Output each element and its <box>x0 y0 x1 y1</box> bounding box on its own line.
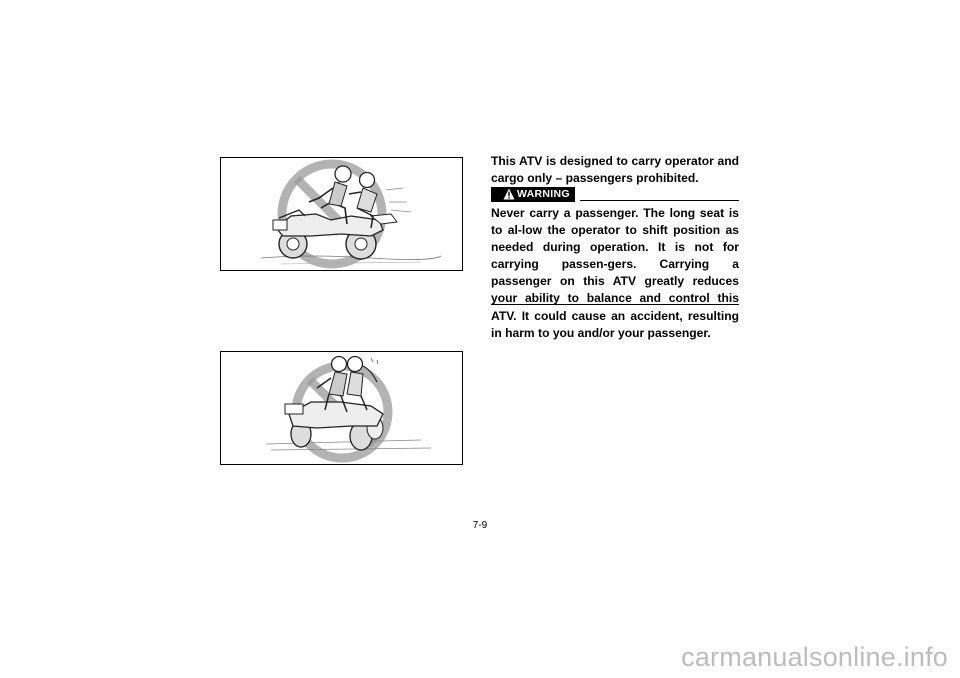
warning-divider-top <box>580 200 739 201</box>
atv-with-passenger-prohibited-icon <box>221 352 462 464</box>
warning-body: Never carry a passenger. The long seat is to al-low the operator to shift position as needed during operation. It is not for carrying passen-gers. Carrying a passenger on this ATV greatly reduces your ability to balance and control this ATV. It could cause an accident, resulting in harm to you and/or your passenger. <box>491 206 739 340</box>
warning-divider-bottom <box>491 304 739 305</box>
warning-label: WARNING <box>517 188 570 200</box>
figure-atv-passenger-side <box>220 157 463 271</box>
warning-badge <box>491 187 575 202</box>
figure-atv-passenger-front <box>220 351 463 465</box>
warning-header <box>491 187 739 203</box>
intro-text: This ATV is designed to carry operator and cargo only – passengers prohibited. <box>491 154 739 185</box>
watermark: carmanualsonline.info <box>681 642 948 672</box>
warning-triangle-icon <box>503 188 515 200</box>
atv-with-passenger-prohibited-icon <box>221 158 462 270</box>
page-number: 7-9 <box>472 520 488 531</box>
